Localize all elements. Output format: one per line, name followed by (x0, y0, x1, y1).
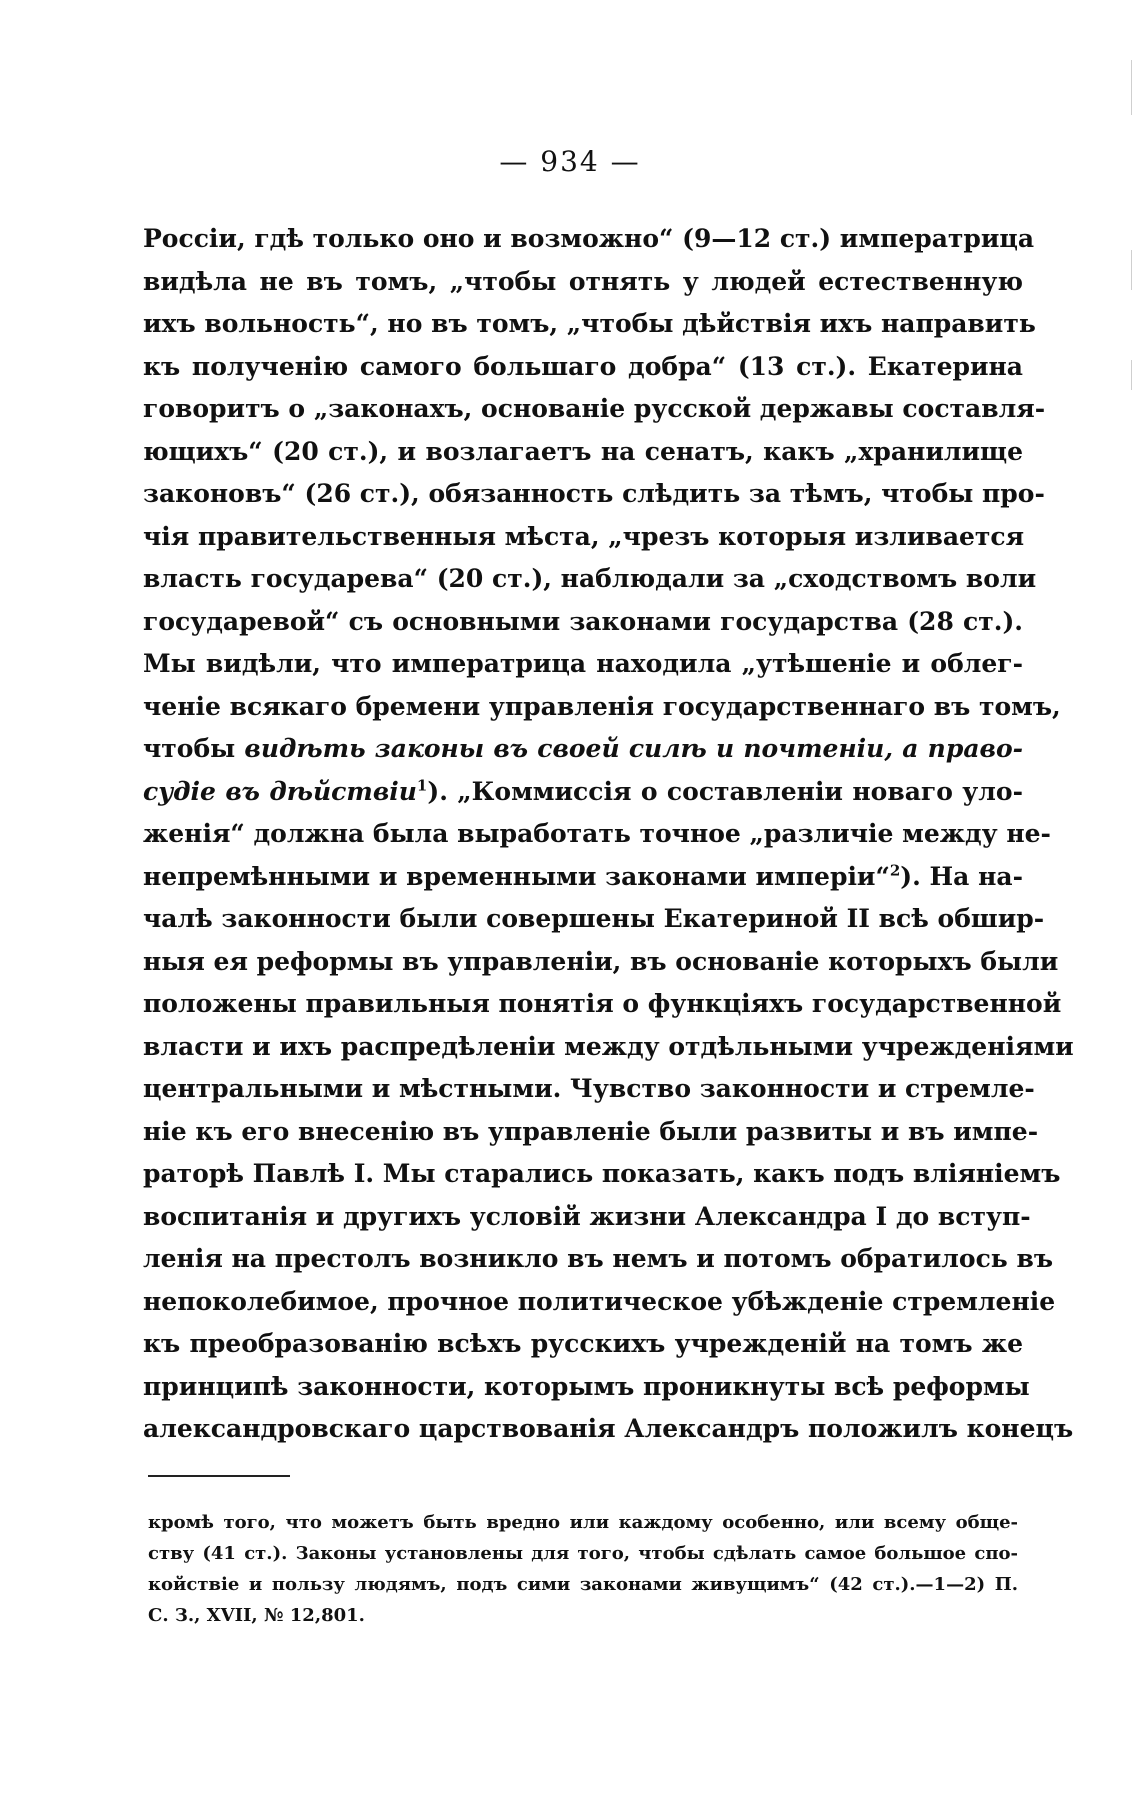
text-line: чалѣ законности были совершены Екатериной II всѣ обшир- (143, 904, 1045, 933)
text-line: ніе къ его внесенію въ управленіе были развиты и въ импе- (143, 1116, 1039, 1146)
text-line: чія правительственныя мѣста, „чрезъ которыя изливается (143, 521, 1025, 551)
footnote-ref-1: 1 (416, 776, 428, 795)
text-line (143, 856, 1023, 899)
text-line: центральными и мѣстными. Чувство законности и стремле- (143, 1074, 1035, 1103)
text-line: Мы видѣли, что императрица находила „утѣшеніе и облег- (143, 649, 1023, 678)
text-line: женія“ должна была выработать точное „различіе между не- (143, 819, 1051, 848)
text-line: ленія на престолъ возникло въ немъ и потомъ обратилось въ (143, 1244, 1054, 1273)
text-line-italic (143, 771, 1023, 814)
footnote-line: ству (41 ст.). Законы установлены для того, чтобы сдѣлать самое большое спо- (148, 1543, 1018, 1564)
text-plain: ). На на- (900, 861, 1023, 891)
text-plain: ). „Коммиссія о составленіи новаго уло- (427, 776, 1023, 806)
text-line: законовъ“ (26 ст.), обязанность слѣдить за тѣмъ, чтобы про- (143, 479, 1045, 508)
text-line: раторѣ Павлѣ I. Мы старались показать, какъ подъ вліяніемъ (143, 1159, 1061, 1188)
footnote-ref-2: 2 (889, 861, 901, 880)
text-line: видѣла не въ томъ, „чтобы отнять у людей естественную (143, 266, 1023, 296)
text-line: ныя ея реформы въ управленіи, въ основаніе которыхъ были (143, 946, 1059, 976)
page-number: — 934 — (499, 145, 641, 178)
footnote-divider (148, 1475, 290, 1477)
text-line: ющихъ“ (20 ст.), и возлагаетъ на сенатъ, какъ „хранилище (143, 436, 1023, 466)
text-line: власть государева“ (20 ст.), наблюдали за „сходствомъ воли (143, 564, 1037, 593)
footnote-line: койствіе и пользу людямъ, подъ сими законами живущимъ“ (42 ст.).—1—2) П. (148, 1574, 1018, 1595)
italic-quote: видѣть законы въ своей силѣ и почтеніи, а право- (244, 734, 1024, 763)
text-line: ченіе всякаго бремени управленія государственнаго въ томъ, (143, 691, 1061, 721)
italic-quote: судіе въ дѣйствіи (143, 776, 417, 806)
text-line: къ полученію самого большаго добра“ (13 ст.). Екатерина (143, 351, 1023, 381)
main-text (143, 218, 1074, 1451)
footnote-line: С. З., XVII, № 12,801. (148, 1605, 365, 1626)
text-line: воспитанія и другихъ условій жизни Александра I до вступ- (143, 1201, 1031, 1231)
text-line: положены правильныя понятія о функціяхъ государственной (143, 989, 1062, 1018)
text-line: Россіи, гдѣ только оно и возможно“ (9—12 ст.) императрица (143, 224, 1035, 253)
text-line: ихъ вольность“, но въ томъ, „чтобы дѣйствія ихъ направить (143, 309, 1036, 338)
text-line: государевой“ съ основными законами государства (28 ст.). (143, 606, 1023, 636)
text-plain: непремѣнными и временными законами имперіи“ (143, 861, 890, 891)
scan-edge-mark (1131, 360, 1132, 390)
text-line: принципѣ законности, которымъ проникнуты всѣ реформы (143, 1371, 1030, 1401)
text-line: власти и ихъ распредѣленіи между отдѣльными учрежденіями (143, 1031, 1074, 1061)
footnotes (148, 1507, 1018, 1631)
text-line: къ преобразованію всѣхъ русскихъ учрежденій на томъ же (143, 1329, 1023, 1358)
footnote-line: кромѣ того, что можетъ быть вредно или каждому особенно, или всему обще- (148, 1512, 1018, 1533)
text-line-italic (143, 728, 1023, 771)
text-line: непоколебимое, прочное политическое убѣжденіе стремленіе (143, 1286, 1056, 1316)
scan-edge-mark (1131, 250, 1132, 290)
text-line: говоритъ о „законахъ, основаніе русской державы составля- (143, 394, 1046, 423)
text-line: александровскаго царствованія Александръ положилъ конецъ (143, 1414, 1074, 1443)
scan-edge-mark (1131, 60, 1132, 115)
text-plain: чтобы (143, 734, 245, 763)
